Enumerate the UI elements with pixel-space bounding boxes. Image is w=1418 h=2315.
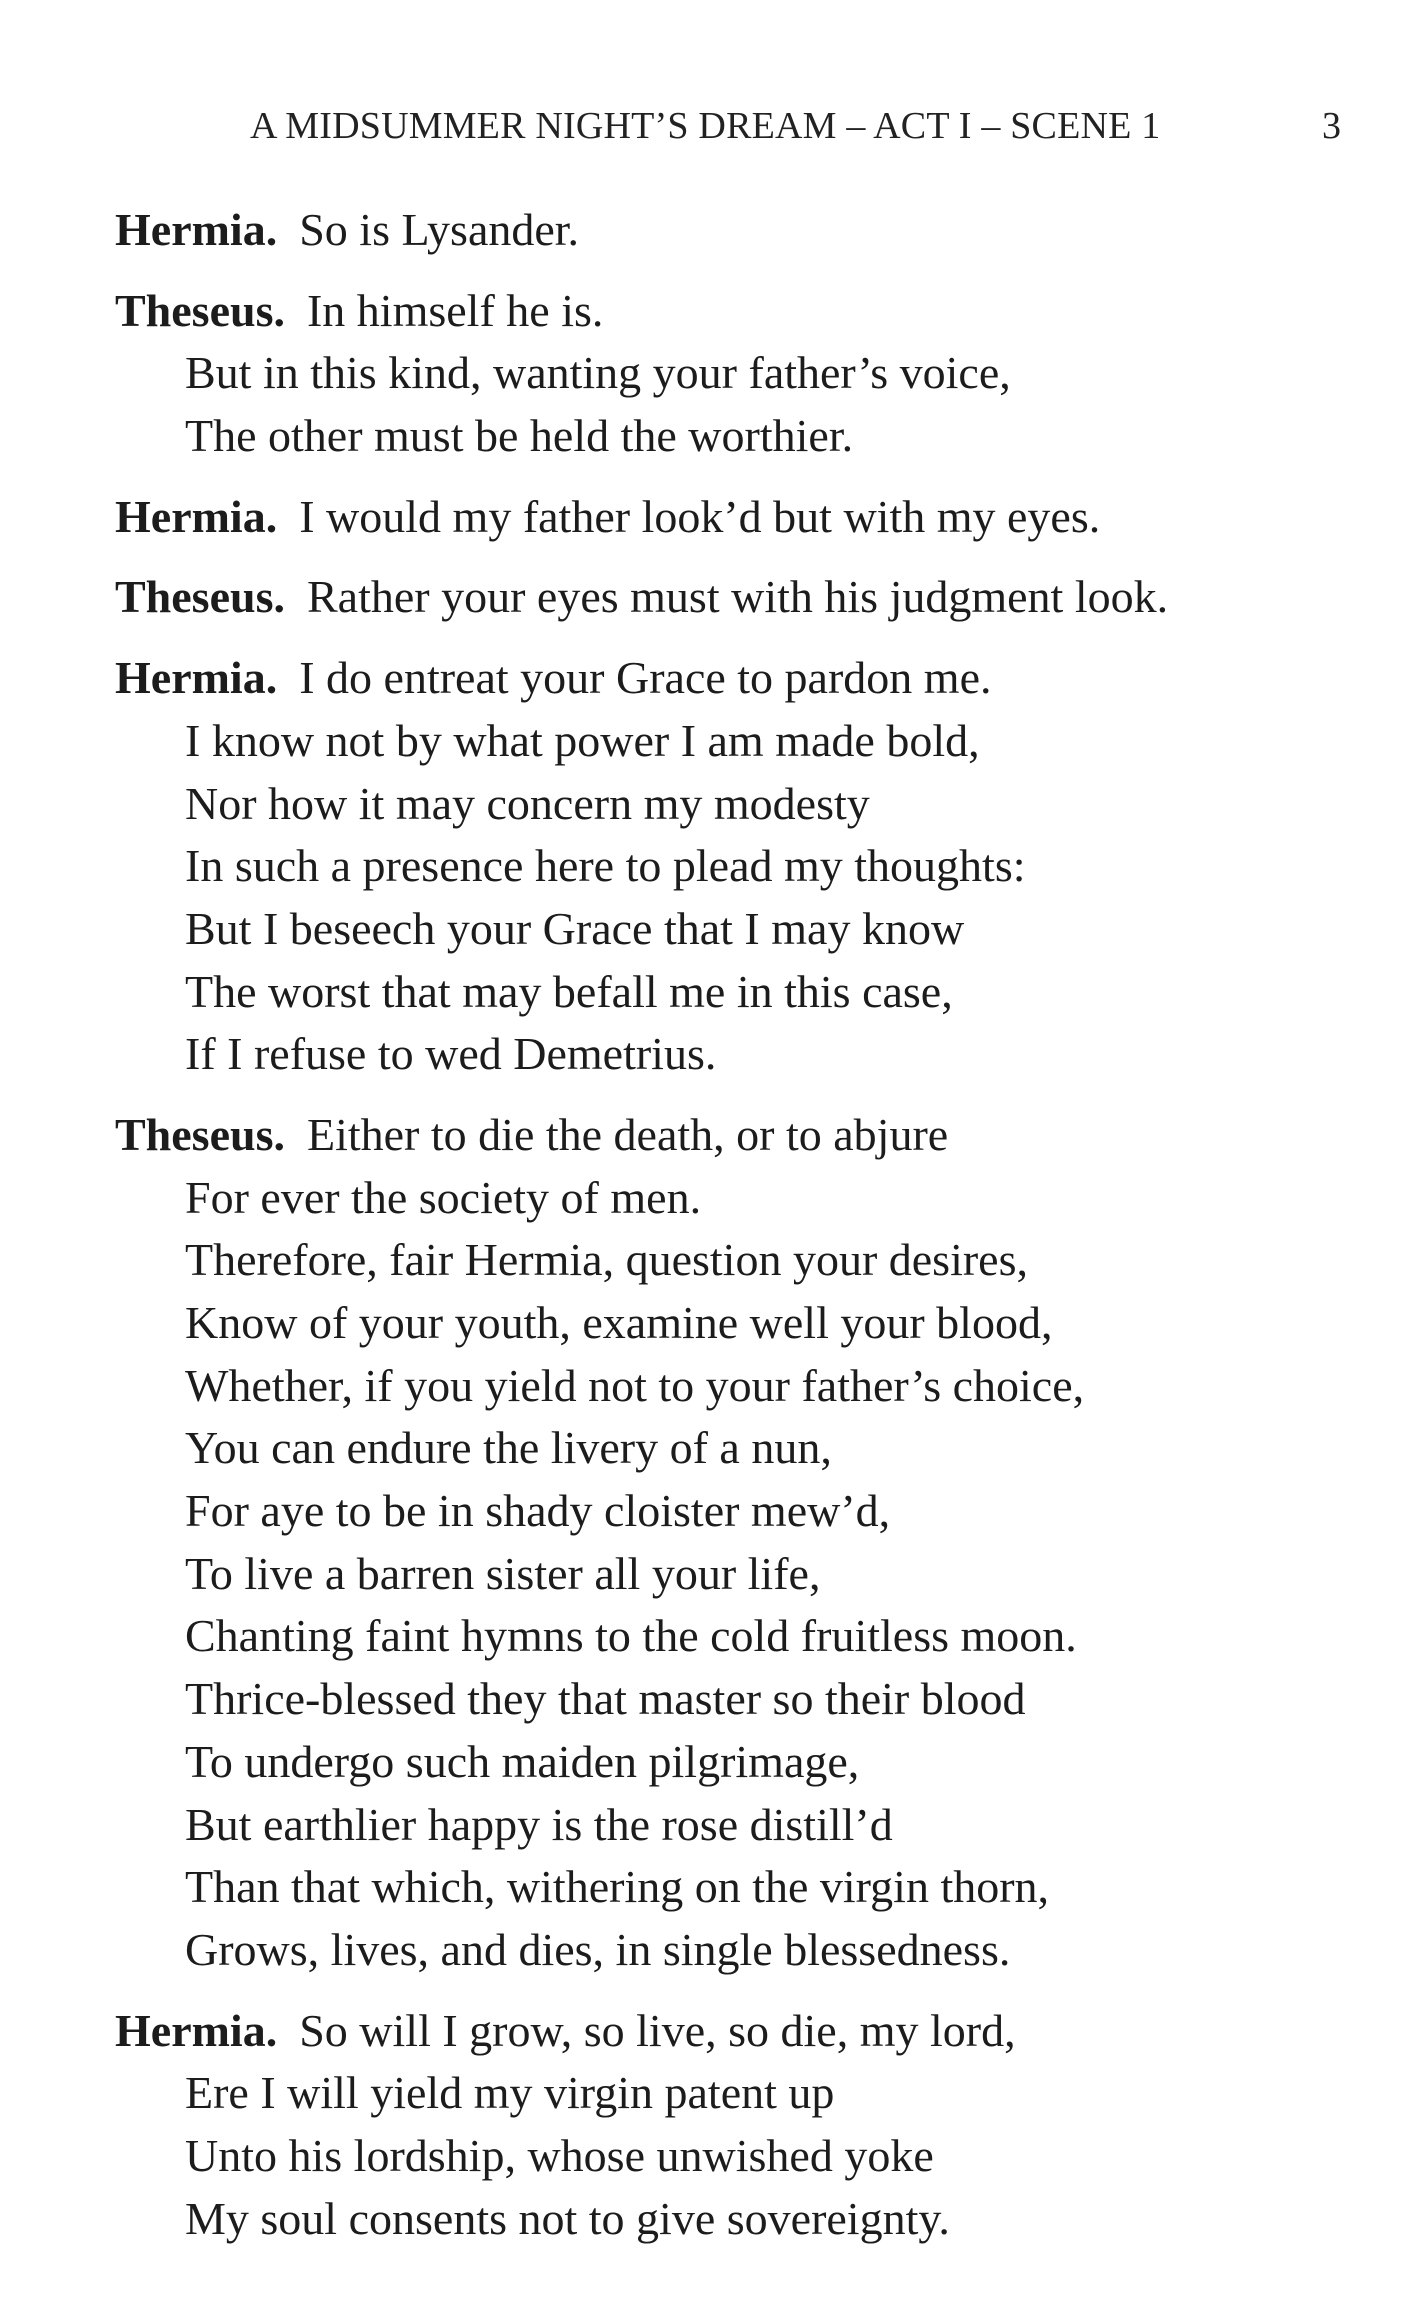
verse-line: I do entreat your Grace to pardon me. — [299, 652, 992, 704]
verse-line: To live a barren sister all your life, — [185, 1547, 821, 1599]
speech-block — [115, 199, 1355, 262]
verse-line: Chanting faint hymns to the cold fruitless moon. — [185, 1610, 1077, 1662]
speech-first-line — [115, 566, 1355, 629]
verse-line: I would my father look’d but with my eyes. — [299, 490, 1101, 542]
verse-line: Than that which, withering on the virgin thorn, — [185, 1861, 1050, 1913]
verse-line: Whether, if you yield not to your father’s choice, — [185, 1359, 1085, 1411]
verse-line: To undergo such maiden pilgrimage, — [185, 1735, 860, 1787]
verse-line: But earthlier happy is the rose distill’d — [185, 1798, 893, 1850]
speech-block — [115, 566, 1355, 629]
speaker-name: Hermia. — [115, 490, 278, 542]
speech-block — [115, 647, 1355, 1086]
speaker-name: Hermia. — [115, 204, 278, 255]
verse-line: Either to die the death, or to abjure — [306, 1108, 949, 1160]
speech-block — [115, 280, 1355, 468]
verse-line: If I refuse to wed Demetrius. — [185, 1028, 717, 1080]
speech-first-line — [115, 1104, 1355, 1167]
verse-line: Nor how it may concern my modesty — [185, 777, 870, 829]
speech-first-line — [115, 486, 1355, 549]
verse-line: I know not by what power I am made bold, — [185, 714, 980, 766]
speaker-name: Theseus. — [115, 571, 285, 623]
speech-block — [115, 486, 1355, 549]
page-number: 3 — [1322, 105, 1341, 147]
verse-line: So is Lysander. — [299, 204, 580, 255]
verse-line: In himself he is. — [306, 284, 604, 336]
verse-line: My soul consents not to give sovereignty. — [185, 2192, 950, 2244]
speaker-name: Theseus. — [115, 1108, 285, 1160]
verse-line: So will I grow, so live, so die, my lord, — [299, 2004, 1016, 2056]
verse-line: But I beseech your Grace that I may know — [185, 902, 965, 954]
play-text — [115, 199, 1355, 2268]
verse-line: Grows, lives, and dies, in single blessedness. — [185, 1923, 1011, 1975]
verse-line: You can endure the livery of a nun, — [185, 1422, 832, 1474]
verse-line: Therefore, fair Hermia, question your desires, — [185, 1234, 1029, 1286]
running-head: A MIDSUMMER NIGHT’S DREAM – ACT I – SCENE 1 — [250, 105, 1161, 147]
verse-line: Rather your eyes must with his judgment look. — [306, 571, 1169, 623]
speech-first-line — [115, 2000, 1355, 2063]
speech-block — [115, 2000, 1355, 2251]
verse-line: But in this kind, wanting your father’s voice, — [185, 347, 1011, 399]
verse-line: Thrice-blessed they that master so their blood — [185, 1673, 1026, 1725]
speaker-name: Hermia. — [115, 2004, 278, 2056]
verse-line: The worst that may befall me in this case, — [185, 965, 953, 1017]
verse-line: The other must be held the worthier. — [185, 410, 854, 462]
speaker-name: Hermia. — [115, 652, 278, 704]
verse-line: For aye to be in shady cloister mew’d, — [185, 1485, 891, 1537]
verse-line: Know of your youth, examine well your blood, — [185, 1297, 1053, 1348]
verse-line: For ever the society of men. — [185, 1171, 702, 1223]
speech-first-line — [115, 199, 1355, 262]
verse-line: Ere I will yield my virgin patent up — [185, 2067, 835, 2119]
speech-first-line — [115, 647, 1355, 710]
speech-first-line — [115, 280, 1355, 343]
verse-line: Unto his lordship, whose unwished yoke — [185, 2129, 934, 2181]
speech-block — [115, 1104, 1355, 1982]
speaker-name: Theseus. — [115, 284, 285, 336]
verse-line: In such a presence here to plead my thoughts: — [185, 840, 1026, 892]
